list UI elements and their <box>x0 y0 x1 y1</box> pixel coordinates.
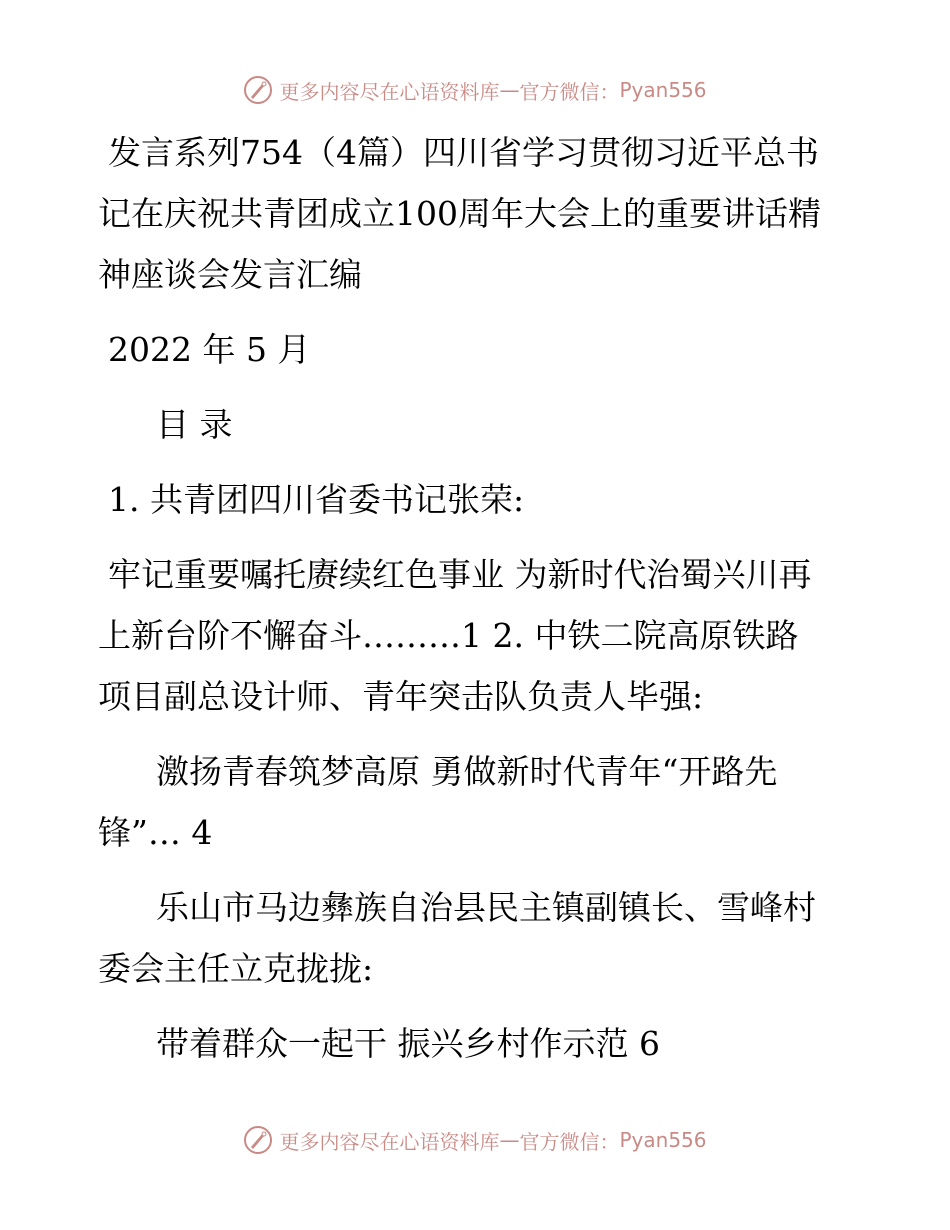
watermark-site: 更多内容尽在心语资料库 <box>279 1129 500 1154</box>
toc-item-1-title-line-1: 牢记重要嘱托赓续红色事业 为新时代治蜀兴川再 <box>108 555 812 594</box>
quill-logo-icon <box>243 75 273 105</box>
watermark-dash: — <box>499 78 520 102</box>
toc-item-3-title: 带着群众一起干 振兴乡村作示范 6 <box>156 1024 660 1063</box>
toc-item-2-speaker: 项目副总设计师、青年突击队负责人毕强: <box>98 677 704 716</box>
watermark-dash: — <box>499 1128 520 1152</box>
document-title-line-2: 记在庆祝共青团成立100周年大会上的重要讲话精 <box>98 194 821 233</box>
toc-item-1-speaker: 1. 共青团四川省委书记张荣: <box>108 480 525 519</box>
document-date: 2022 年 5 月 <box>108 330 311 369</box>
toc-item-3-speaker-line-2: 委会主任立克拢拢: <box>98 949 374 988</box>
document-body <box>98 122 858 1074</box>
watermark-wechat-id: Pyan556 <box>619 78 707 102</box>
toc-item-2-title-line-1: 激扬青春筑梦高原 勇做新时代青年“开路先 <box>156 752 778 791</box>
header-watermark <box>0 70 950 110</box>
watermark-wechat-label: 官方微信： <box>519 79 620 104</box>
watermark-site: 更多内容尽在心语资料库 <box>279 79 500 104</box>
watermark-wechat-id: Pyan556 <box>619 1128 707 1152</box>
toc-item-3-speaker-line-1: 乐山市马边彝族自治县民主镇副镇长、雪峰村 <box>156 888 816 927</box>
footer-watermark <box>0 1120 950 1160</box>
toc-item-1-title-line-2: 上新台阶不懈奋斗………1 2. 中铁二院高原铁路 <box>98 616 799 655</box>
document-title-line-1: 发言系列754（4篇）四川省学习贯彻习近平总书 <box>108 133 819 172</box>
quill-logo-icon <box>243 1125 273 1155</box>
toc-heading: 目 录 <box>156 405 233 444</box>
document-title-line-3: 神座谈会发言汇编 <box>98 255 362 294</box>
toc-item-2-title-line-2: 锋”… 4 <box>98 813 213 852</box>
watermark-wechat-label: 官方微信： <box>519 1129 620 1154</box>
